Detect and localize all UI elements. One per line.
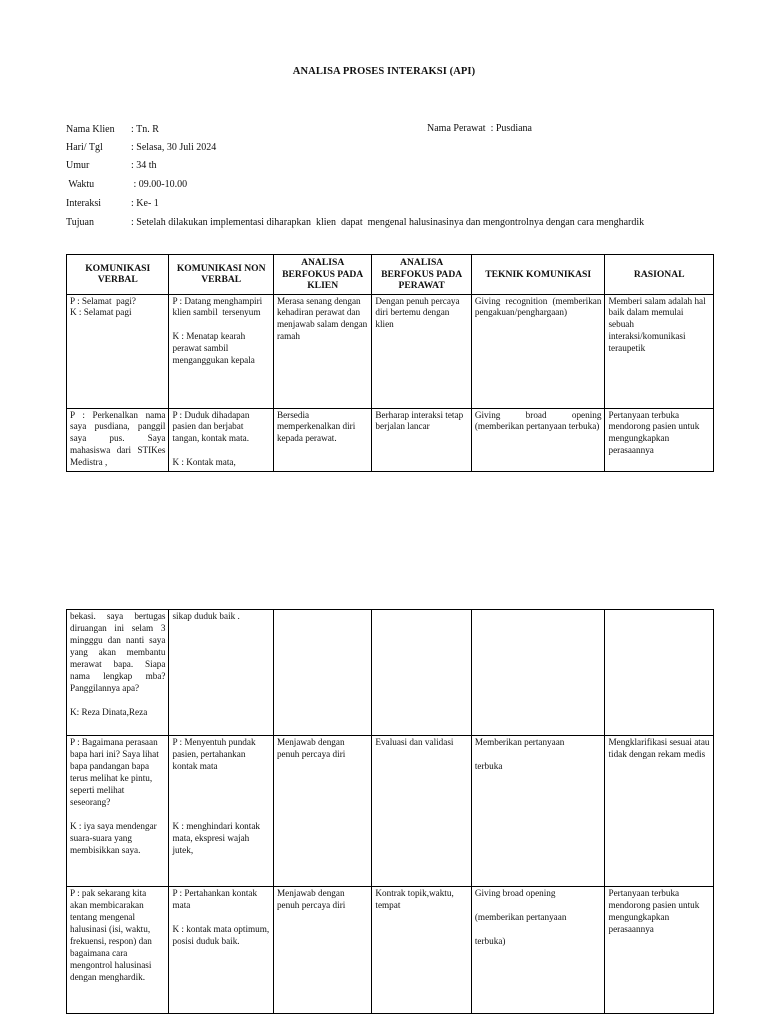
cell-verbal: P : Perkenalkan nama saya pusdiana, panggil saya pus. Saya mahasiswa dari STIKes Medistra ,	[70, 409, 168, 468]
api-table-page-2	[66, 609, 714, 1014]
header-rasional: RASIONAL	[605, 255, 714, 295]
info-label: Interaksi	[66, 198, 101, 209]
header-komunikasi-verbal: KOMUNIKASI VERBAL	[67, 255, 169, 295]
header-komunikasi-non-verbal: KOMUNIKASI NON VERBAL	[169, 255, 273, 295]
cell-analisa-perawat: Evaluasi dan validasi	[375, 737, 454, 747]
cell-non-verbal: P : Datang menghampiri klien sambil tersenyum K : Menatap kearah perawat sambil menganggukan kepala	[172, 295, 263, 366]
info-label: Hari/ Tgl	[66, 142, 103, 153]
info-value: : Selasa, 30 Juli 2024	[131, 142, 217, 153]
info-value: : 09.00-10.00	[131, 179, 188, 190]
cell-rasional: Mengklarifikasi sesuai atau tidak dengan rekam medis	[608, 737, 712, 759]
cell-teknik: Giving recognition (memberikan pengakuan/penghargaan)	[474, 295, 604, 318]
header-analisa-klien: ANALISA BERFOKUS PADA KLIEN	[273, 255, 371, 295]
info-label: Tujuan	[66, 217, 94, 228]
table-row	[67, 408, 714, 471]
cell-analisa-perawat: Berharap interaksi tetap berjalan lancar	[375, 409, 466, 432]
cell-rasional: Pertanyaan terbuka mendorong pasien untuk mengungkapkan perasaannya	[608, 888, 702, 934]
cell-verbal: P : Bagaimana perasaan bapa hari ini? Saya lihat bapa pandangan bapa terus melihat ke pintu, seperti melihat seseorang? K : iya saya mendengar suara-suara yang membisikkan saya.	[70, 737, 159, 855]
cell-analisa-klien: Bersedia memperkenalkan diri kepada perawat.	[276, 409, 358, 444]
info-value: : Setelah dilakukan implementasi diharapkan klien dapat mengenal halusinasinya dan mengontrolnya dengan cara menghardik	[131, 217, 645, 228]
info-value: : Ke- 1	[131, 198, 159, 209]
document-title: ANALISA PROSES INTERAKSI (API)	[292, 66, 476, 77]
cell-analisa-perawat: Dengan penuh percaya diri bertemu dengan klien	[375, 295, 462, 330]
cell-verbal: P : pak sekarang kita akan membicarakan tentang mengenal halusinasi (isi, waktu, frekuensi, respon) dan bagaimana cara mengontrol halusinasi dengan menghardik.	[70, 888, 155, 982]
cell-non-verbal: sikap duduk baik .	[172, 611, 240, 621]
cell-analisa-klien: Merasa senang dengan kehadiran perawat dan menjawab salam dengan ramah	[276, 295, 370, 342]
cell-non-verbal: P : Pertahankan kontak mata K : kontak mata optimum, posisi duduk baik.	[172, 888, 270, 946]
table-row	[67, 887, 714, 1014]
table-row	[67, 294, 714, 408]
cell-teknik: Giving broad opening (memberikan pertanyaan terbuka)	[474, 409, 604, 432]
info-label: Waktu	[66, 179, 95, 190]
header-analisa-perawat: ANALISA BERFOKUS PADA PERAWAT	[372, 255, 471, 295]
cell-teknik: Memberikan pertanyaan terbuka	[474, 737, 565, 771]
cell-analisa-perawat: Kontrak topik,waktu, tempat	[375, 888, 457, 910]
table-header-row	[67, 255, 714, 295]
info-nama-perawat: Nama Perawat : Pusdiana	[427, 123, 532, 134]
header-teknik-komunikasi: TEKNIK KOMUNIKASI	[471, 255, 605, 295]
info-label: Umur	[66, 160, 90, 171]
cell-rasional: Memberi salam adalah hal baik dalam memulai sebuah interaksi/komunikasi teraupetik	[608, 295, 708, 354]
cell-verbal: bekasi. saya bertugas diruangan ini selam 3 mingggu dan nanti saya yang akan membantu merawat bapa. Siapa nama lengkap mba? Panggilannya apa? K: Reza Dinata,Reza	[70, 611, 166, 717]
cell-non-verbal: P : Menyentuh pundak pasien, pertahankan kontak mata K : menghindari kontak mata, ekspresi wajah jutek,	[172, 737, 260, 855]
cell-analisa-klien: Menjawab dengan penuh percaya diri	[276, 737, 347, 759]
cell-non-verbal: P : Duduk dihadapan pasien dan berjabat tangan, kontak mata. K : Kontak mata,	[172, 409, 250, 468]
info-value: : Tn. R	[131, 124, 159, 135]
cell-verbal: P : Selamat pagi? K : Selamat pagi	[70, 295, 136, 318]
table-row	[67, 736, 714, 887]
table-row	[67, 610, 714, 736]
api-table-page-1	[66, 254, 714, 472]
cell-teknik: Giving broad opening (memberikan pertanyaan terbuka)	[474, 888, 567, 946]
info-value: : 34 th	[131, 160, 157, 171]
cell-rasional: Pertanyaan terbuka mendorong pasien untuk mengungkapkan perasaannya	[608, 409, 702, 456]
info-label: Nama Klien	[66, 124, 115, 135]
cell-analisa-klien: Menjawab dengan penuh percaya diri	[276, 888, 347, 910]
